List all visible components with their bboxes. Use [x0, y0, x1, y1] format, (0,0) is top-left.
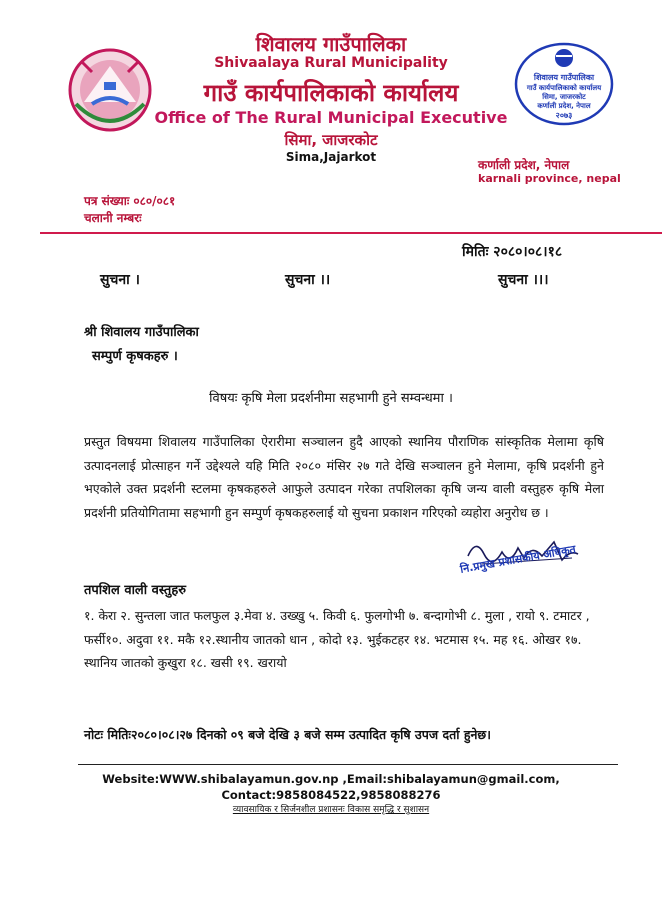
office-seal-icon	[512, 38, 616, 130]
produce-list: १. केरा २. सुन्तला जात फलफुल ३.मेवा ४. उख्खु ५. किवी ६. फुलगोभी ७. बन्दागोभी ८. मुला , रायो ९. टमाटर , फर्सी१०. अदुवा ११. मकै १२.स्थानीय जातको धान , कोदो १३. भुईकटहर १४. भटमास १५. मह १६. ओखर १७. स्थानिय जातको कुखुरा १८. खसी १९. खरायो	[84, 608, 590, 670]
seal-year: २०७३	[555, 111, 573, 120]
place-nepali: सिमा, जाजरकोट	[284, 131, 378, 149]
province-english: karnali province, nepal	[478, 172, 621, 185]
office-name-english: Office of The Rural Municipal Executive	[154, 108, 508, 127]
seal-line4: कर्णाली प्रदेश, नेपाल	[537, 102, 591, 110]
seal-line1: शिवालय गाउँपालिका	[533, 73, 595, 82]
letter-body: प्रस्तुत विषयमा शिवालय गाउँपालिका ऐरारीमा सञ्चालन हुदै आएको स्थानिय पौराणिक सांस्कृतिक मेलामा कृषि उत्पादनलाई प्रोत्साहन गर्ने उद्देश्यले यहि मिति २०८० मंसिर २७ गते देखि सञ्चालन हुने मेलामा, कृषि प्रदर्शनी हुने भएकोले उक्त प्रदर्शनी स्टलमा कृषकहरुले आफुले उत्पादन गरेका तपशिलका कृषि जन्य वाली वस्तुहरु कृषि मेला प्रदर्शनी प्रतियोगितामा सहभागी हुन सम्पुर्ण कृषकहरुलाई यो सुचना प्रकाशन गरिएको व्यहोरा अनुरोध छ ।	[84, 434, 604, 520]
dispatch-number: चलानी नम्बरः	[84, 211, 142, 225]
letter-subject: विषयः कृषि मेला प्रदर्शनीमा सहभागी हुने सम्वन्धमा ।	[209, 391, 453, 406]
notice-heading-3: सुचना ।।।	[498, 272, 549, 288]
seal-line2: गाउँ कार्यपालिकाको कार्यालय	[526, 84, 602, 92]
place-english: Sima,Jajarkot	[285, 150, 377, 164]
province-nepali: कर्णाली प्रदेश, नेपाल	[478, 158, 570, 172]
list-title: तपशिल वाली वस्तुहरु	[84, 583, 187, 598]
letter-date: मितिः २०८०।०८।१८	[462, 244, 563, 260]
seal-line3: सिमा, जाजरकोट	[542, 93, 586, 101]
header-divider	[40, 232, 662, 234]
addressee-line-2: सम्पुर्ण कृषकहरु ।	[92, 349, 178, 364]
notice-heading-2: सुचना ।।	[285, 272, 331, 288]
footer-divider	[78, 764, 618, 765]
letter-reference-number: पत्र संख्याः ०८०/०८१	[84, 194, 176, 208]
municipality-name-nepali: शिवालय गाउँपालिका	[255, 32, 407, 56]
footer-contact: Contact:9858084522,9858088276	[221, 788, 441, 802]
footer-motto: व्यावसायिक र सिर्जनशील प्रशासनः विकास समृद्धि र सुशासन	[232, 805, 430, 815]
office-name-nepali: गाउँ कार्यपालिकाको कार्यालय	[203, 79, 459, 107]
registration-note: नोटः मितिः२०८०।०८।२७ दिनको ०९ बजे देखि ३ बजे सम्म उत्पादित कृषि उपज दर्ता हुनेछ।	[84, 727, 491, 742]
notice-heading-1: सुचना ।	[100, 272, 140, 288]
municipality-name-english: Shivaalaya Rural Municipality	[214, 55, 448, 71]
signatory-title: नि.प्रमुख प्रशासकीय अधिकृत	[459, 542, 577, 576]
footer-website-email: Website:WWW.shibalayamun.gov.np ,Email:shibalayamun@gmail.com,	[102, 772, 560, 786]
addressee-line-1: श्री शिवालय गाउँपालिका	[84, 325, 199, 340]
